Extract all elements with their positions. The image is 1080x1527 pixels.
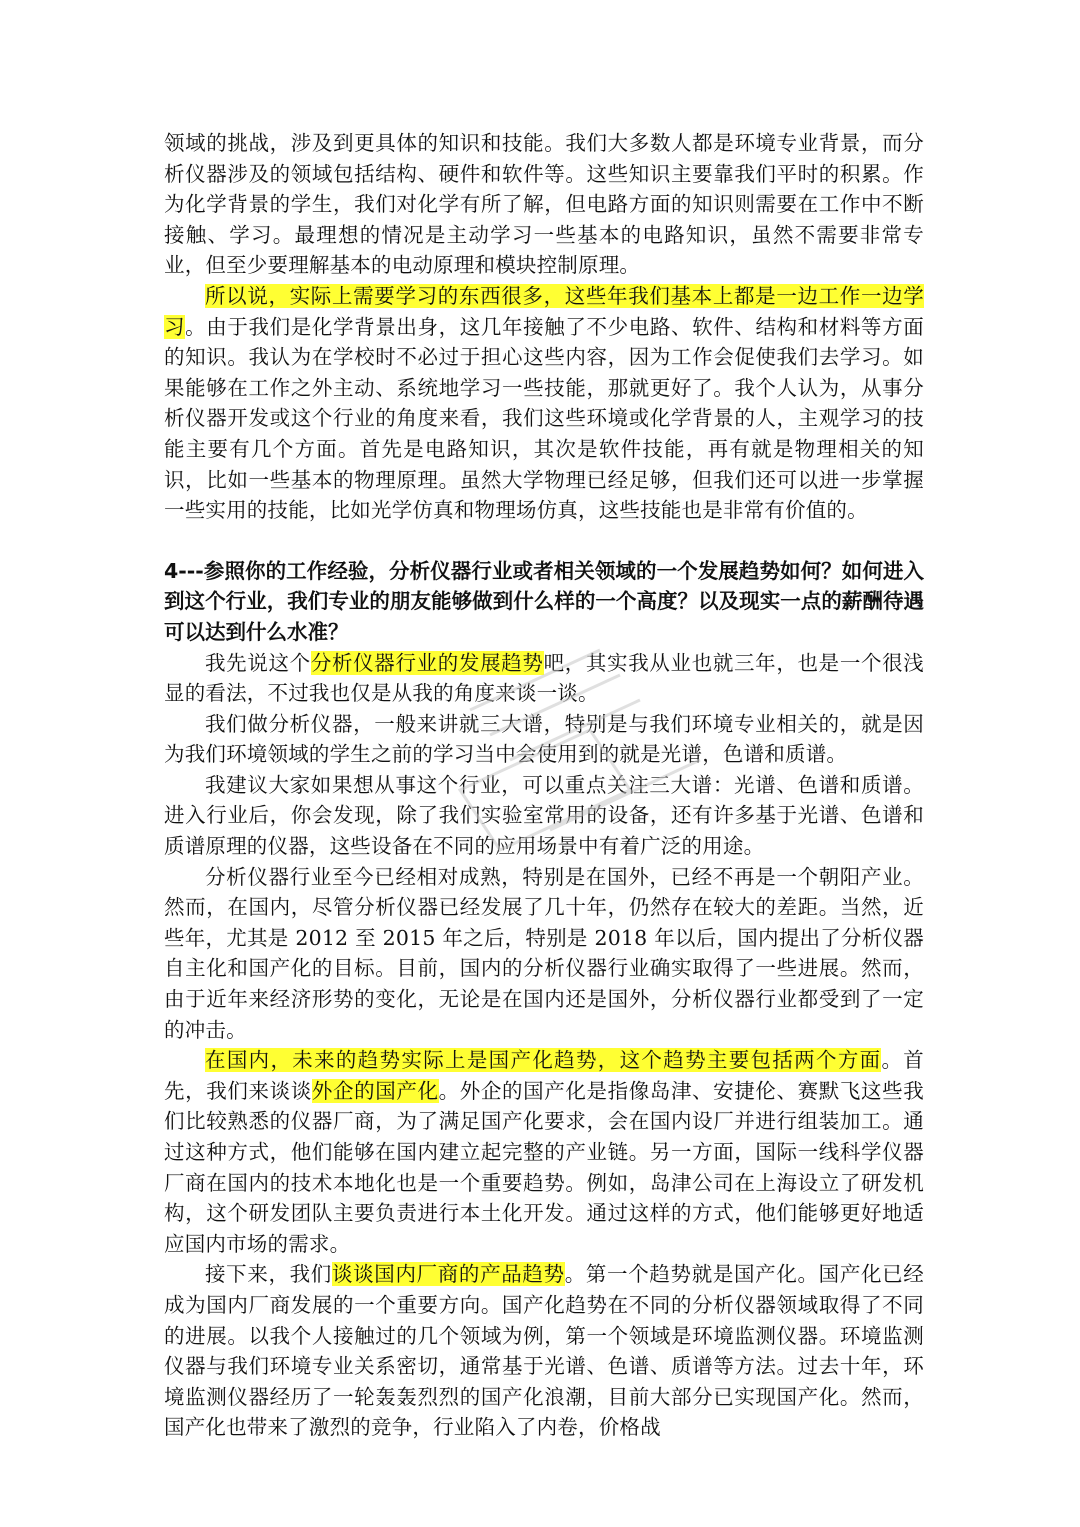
paragraph-intro-2 bbox=[164, 281, 924, 526]
paragraph-intro-1: 领域的挑战，涉及到更具体的知识和技能。我们大多数人都是环境专业背景，而分析仪器涉及的领域包括结构、硬件和软件等。这些知识主要靠我们平时的积累。作为化学背景的学生，我们对化学有所了解，但电路方面的知识则需要在工作中不断接触、学习。最理想的情况是主动学习一些基本的电路知识，虽然不需要非常专业，但至少要理解基本的电动原理和模块控制原理。 bbox=[164, 131, 924, 278]
highlight-industry-trend: 分析仪器行业的发展趋势 bbox=[310, 650, 544, 675]
paragraph-domestic-trend bbox=[164, 1259, 924, 1443]
section-4-question: 4---参照你的工作经验，分析仪器行业或者相关领域的一个发展趋势如何？如何进入到这个行业，我们专业的朋友能够做到什么样的一个高度？以及现实一点的薪酬待遇可以达到什么水准？ bbox=[164, 558, 924, 644]
highlight-localization-trend: 在国内，未来的趋势实际上是国产化趋势，这个趋势主要包括两个方面 bbox=[205, 1048, 882, 1073]
text-run: 。外企的国产化是指像岛津、安捷伦、赛默飞这些我们比较熟悉的仪器厂商，为了满足国产化要求，会在国内设厂并进行组装加工。通过这种方式，他们能够在国内建立起完整的产业链。另一方面，国际一线科学仪器厂商在国内的技术本地化也是一个重要趋势。例如，岛津公司在上海设立了研发机构，这个研发团队主要负责进行本土化开发。通过这样的方式，他们能够更好地适应国内市场的需求。 bbox=[164, 1078, 924, 1256]
text-run: 我先说这个 bbox=[205, 650, 311, 675]
highlight-domestic-products: 谈谈国内厂商的产品趋势 bbox=[331, 1262, 565, 1287]
paragraph-localization bbox=[164, 1045, 924, 1259]
document-page bbox=[164, 128, 924, 1443]
text-run: 。第一个趋势就是国产化。国产化已经成为国内厂商发展的一个重要方向。国产化趋势在不同的分析仪器领域取得了不同的进展。以我个人接触过的几个领域为例，第一个领域是环境监测仪器。环境监测仪器与我们环境专业关系密切，通常基于光谱、色谱、质谱等方法。过去十年，环境监测仪器经历了一轮轰轰烈烈的国产化浪潮，目前大部分已实现国产化。然而，国产化也带来了激烈的竞争，行业陷入了内卷，价格战 bbox=[164, 1262, 924, 1440]
highlight-learning: 所以说，实际上需要学习的东西很多，这些年我们基本上都是一边工作一边学习 bbox=[164, 283, 924, 339]
text-run: 吧，其实我从业也就三年，也是一个很浅显的看法，不过我也仅是从我的角度来谈一谈。 bbox=[164, 650, 925, 706]
text-run: 。首先，我们来谈谈 bbox=[164, 1048, 924, 1103]
paragraph-three-spectra: 我们做分析仪器，一般来讲就三大谱，特别是与我们环境专业相关的，就是因为我们环境领域的学生之前的学习当中会使用到的就是光谱，色谱和质谱。 bbox=[164, 711, 924, 767]
paragraph-advice: 我建议大家如果想从事这个行业，可以重点关注三大谱：光谱、色谱和质谱。进入行业后，你会发现，除了我们实验室常用的设备，还有许多基于光谱、色谱和质谱原理的仪器，这些设备在不同的应用场景中有着广泛的用途。 bbox=[164, 772, 924, 859]
paragraph-intro-2-rest: 。由于我们是化学背景出身，这几年接触了不少电路、软件、结构和材料等方面的知识。我认为在学校时不必过于担心这些内容，因为工作会促使我们去学习。如果能够在工作之外主动、系统地学习一些技能，那就更好了。我个人认为，从事分析仪器开发或这个行业的角度来看，我们这些环境或化学背景的人，主观学习的技能主要有几个方面。首先是电路知识，其次是软件技能，再有就是物理相关的知识，比如一些基本的物理原理。虽然大学物理已经足够，但我们还可以进一步掌握一些实用的技能，比如光学仿真和物理场仿真，这些技能也是非常有价值的。 bbox=[164, 314, 924, 523]
text-run: 接下来，我们 bbox=[205, 1262, 332, 1287]
paragraph-industry-maturity: 分析仪器行业至今已经相对成熟，特别是在国外，已经不再是一个朝阳产业。然而，在国内，尽管分析仪器已经发展了几十年，仍然存在较大的差距。当然，近些年，尤其是 2012 至 2015 年之后，特别是 2018 年以后，国内提出了分析仪器自主化和国产化的目标。目前，国内的分析仪器行业确实取得了一些进展。然而，由于近年来经济形势的变化，无论是在国内还是国外，分析仪器行业都受到了一定的冲击。 bbox=[164, 864, 924, 1042]
highlight-foreign-localization: 外企的国产化 bbox=[311, 1078, 439, 1103]
paragraph-trend-intro bbox=[164, 648, 924, 709]
